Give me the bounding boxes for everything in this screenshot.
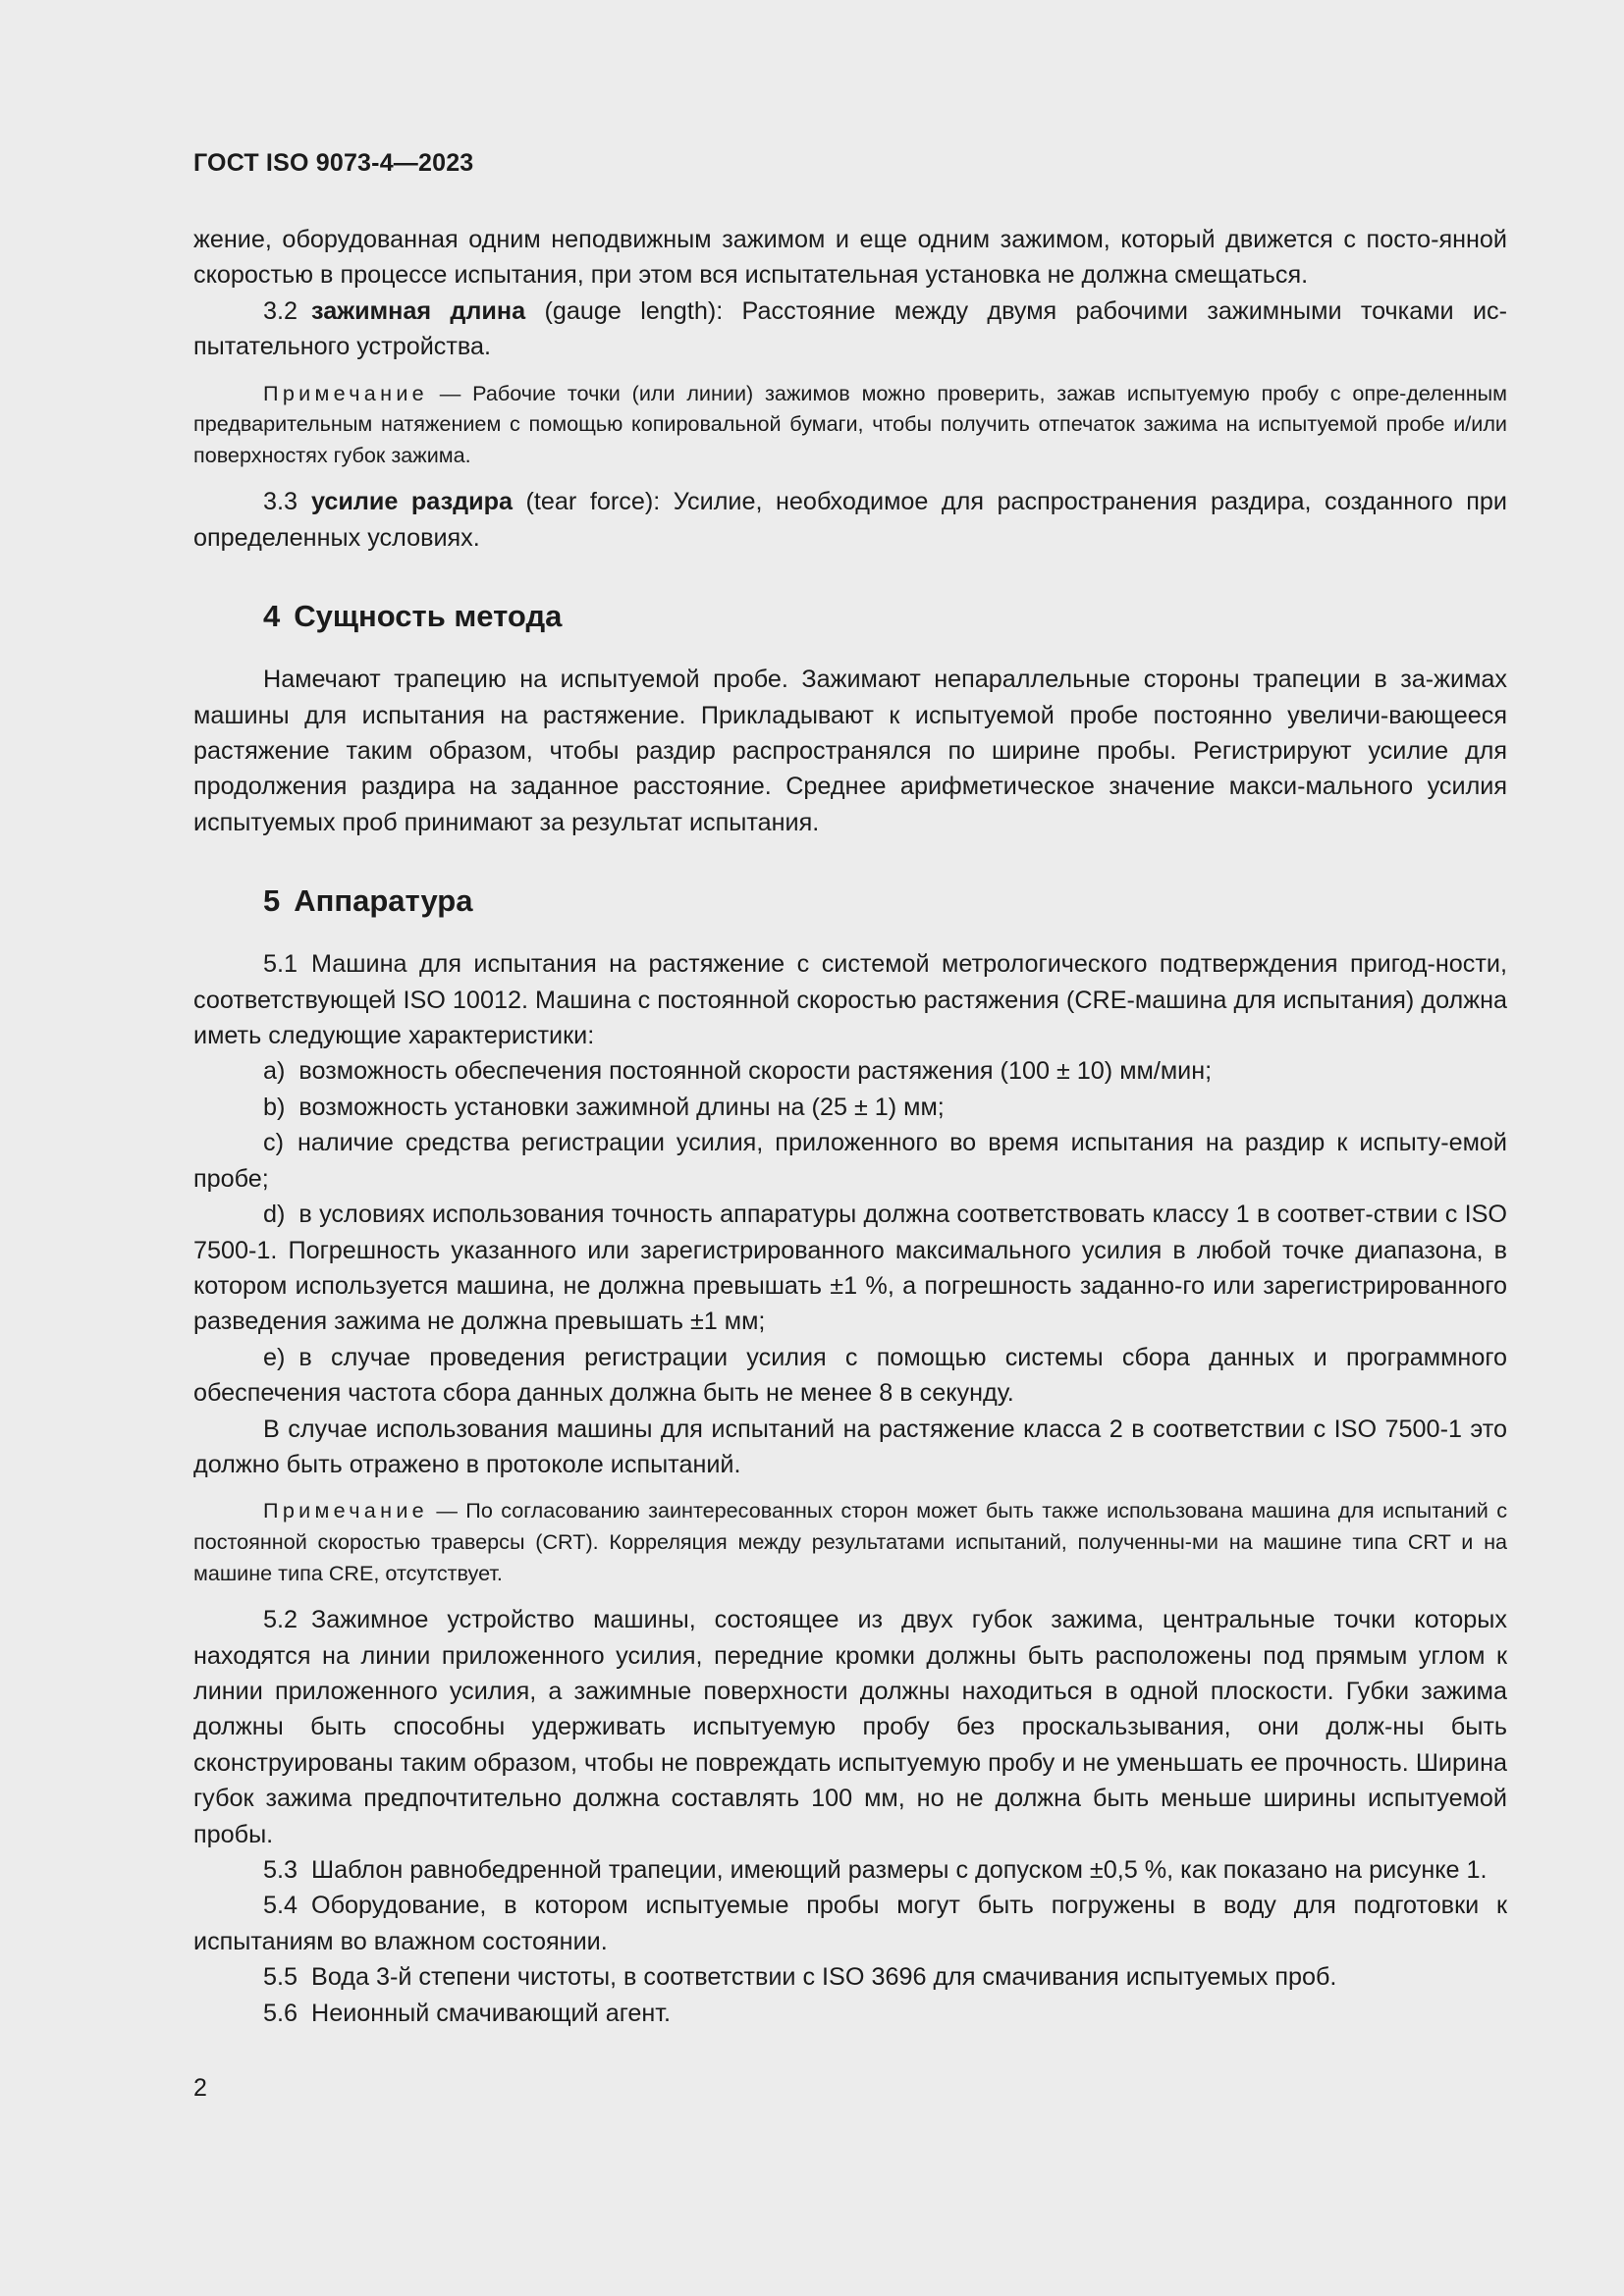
- list-marker: c): [263, 1129, 284, 1157]
- page-number: 2: [193, 2074, 207, 2102]
- section-title: Сущность метода: [294, 599, 563, 634]
- note-1: [193, 378, 1507, 471]
- section-number: 4: [263, 599, 281, 634]
- definition-term: усилие раздира: [311, 488, 513, 516]
- section-5-heading: [193, 881, 1507, 921]
- paragraph-5-6: [193, 1996, 1507, 2031]
- paragraph-number: 5.6: [263, 1999, 298, 2027]
- list-item-e: [193, 1340, 1507, 1412]
- paragraph-text: Зажимное устройство машины, состоящее из двух губок зажима, центральные точки которых находятся на линии приложенного усилия, передние кромки должны быть расположены под прямым углом к линии приложенного усилия, а зажимные поверхности должны находиться в одной плоскости. Губки зажима должны быть способны удерживать испытуемую пробу без проскальзывания, они долж-ны быть сконструированы таким образом, чтобы не повреждать испытуемую пробу и не уменьшать ее прочность. Ширина губок зажима предпочтительно должна составлять 100 мм, но не должна быть меньше ширины испытуемой пробы.: [193, 1606, 1507, 1848]
- paragraph-text: Неионный смачивающий агент.: [311, 1999, 671, 2027]
- continued-paragraph: жение, оборудованная одним неподвижным зажимом и еще одним зажимом, который движется с посто-янной скоростью в процессе испытания, при этом вся испытательная установка не должна смещаться.: [193, 226, 1507, 290]
- note-text: — По согласованию заинтересованных сторон может быть также использована машина для испытаний с постоянной скоростью траверсы (CRT). Корреляция между результатами испытаний, полученны-ми на машине типа CRT и на машине типа CRE, отсутствует.: [193, 1498, 1507, 1585]
- note-label: Примечание: [263, 380, 428, 405]
- paragraph-number: 5.4: [263, 1892, 298, 1920]
- list-item-text: в случае проведения регистрации усилия с помощью системы сбора данных и программного обеспечения частота сбора данных должна быть не менее 8 в секунду.: [193, 1343, 1507, 1408]
- list-item-c: [193, 1125, 1507, 1197]
- paragraph-text: Шаблон равнобедренной трапеции, имеющий размеры с допуском ±0,5 %, как показано на рисунке 1.: [311, 1855, 1488, 1884]
- section-number: 5: [263, 883, 281, 919]
- paragraph-5-1: [193, 946, 1507, 1053]
- paragraph-5-4: [193, 1888, 1507, 1959]
- note-label: Примечание: [263, 1498, 428, 1523]
- paragraph-number: 5.3: [263, 1855, 298, 1884]
- list-item-d: [193, 1197, 1507, 1340]
- definition-3-2: [193, 294, 1507, 365]
- definition-text: (gauge length): Расстояние между двумя рабочими зажимными точками ис-пытательного устройства.: [193, 296, 1508, 361]
- definition-term: зажимная длина: [311, 296, 526, 325]
- paragraph-number: 5.2: [263, 1606, 298, 1634]
- list-marker: d): [263, 1201, 286, 1229]
- definition-text: (tear force): Усилие, необходимое для распространения раздира, созданного при определенных условиях.: [193, 488, 1507, 552]
- list-marker: b): [263, 1093, 286, 1121]
- standard-header: ГОСТ ISO 9073-4—2023: [193, 149, 474, 177]
- paragraph-text: Оборудование, в котором испытуемые пробы могут быть погружены в воду для подготовки к испытаниям во влажном состоянии.: [193, 1892, 1507, 1955]
- paragraph-5-3: [193, 1852, 1507, 1888]
- list-item-a: [193, 1053, 1507, 1089]
- paragraph-number: 5.1: [263, 950, 298, 979]
- paragraph-number: 5.5: [263, 1963, 298, 1992]
- note-text: — Рабочие точки (или линии) зажимов можно проверить, зажав испытуемую пробу с опре-деленным предварительным натяжением с помощью копировальной бумаги, чтобы получить отпечаток зажима на испытуемой пробе и/или поверхностях губок зажима.: [193, 380, 1507, 467]
- note-2: [193, 1495, 1507, 1588]
- section-4-heading: [193, 597, 1507, 636]
- definition-3-3: [193, 484, 1507, 556]
- definition-number: 3.3: [263, 488, 298, 516]
- section-4-body: Намечают трапецию на испытуемой пробе. Зажимают непараллельные стороны трапеции в за-жимах машины для испытания на растяжение. Прикладывают к испытуемой пробе постоянно увеличи-вающееся растяжение таким образом, чтобы раздир распространялся по ширине пробы. Регистрируют усилие для продолжения раздира на заданное расстояние. Среднее арифметическое значение макси-мального усилия испытуемых проб принимают за результат испытания.: [193, 666, 1507, 836]
- list-item-text: возможность установки зажимной длины на (25 ± 1) мм;: [298, 1093, 945, 1121]
- list-item-b: [193, 1090, 1507, 1125]
- list-item-text: наличие средства регистрации усилия, приложенного во время испытания на раздир к испыту-емой пробе;: [193, 1129, 1507, 1193]
- list-item-text: в условиях использования точность аппаратуры должна соответствовать классу 1 в соответ-ствии с ISO 7500-1. Погрешность указанного или зарегистрированного максимального усилия в любой точке диапазона, в котором используется машина, не должна превышать ±1 %, а погрешность заданно-го или зарегистрированного разведения зажима не должна превышать ±1 мм;: [193, 1201, 1507, 1336]
- paragraph-text: Вода 3-й степени чистоты, в соответствии с ISO 3696 для смачивания испытуемых проб.: [311, 1963, 1337, 1992]
- paragraph-5-5: [193, 1959, 1507, 1995]
- list-marker: a): [263, 1057, 286, 1086]
- list-marker: e): [263, 1343, 286, 1371]
- definition-number: 3.2: [263, 296, 298, 325]
- paragraph-5-2: [193, 1602, 1507, 1852]
- page-content: [193, 222, 1507, 2031]
- paragraph-text: Машина для испытания на растяжение с системой метрологического подтверждения пригод-ности, соответствующей ISO 10012. Машина с постоянной скоростью растяжения (CRE-машина для испытания) должна иметь следующие характеристики:: [193, 950, 1507, 1050]
- class-2-paragraph: В случае использования машины для испытаний на растяжение класса 2 в соответствии с ISO 7500-1 это должно быть отражено в протоколе испытаний.: [193, 1415, 1507, 1478]
- list-item-text: возможность обеспечения постоянной скорости растяжения (100 ± 10) мм/мин;: [298, 1057, 1213, 1086]
- section-title: Аппаратура: [294, 883, 473, 919]
